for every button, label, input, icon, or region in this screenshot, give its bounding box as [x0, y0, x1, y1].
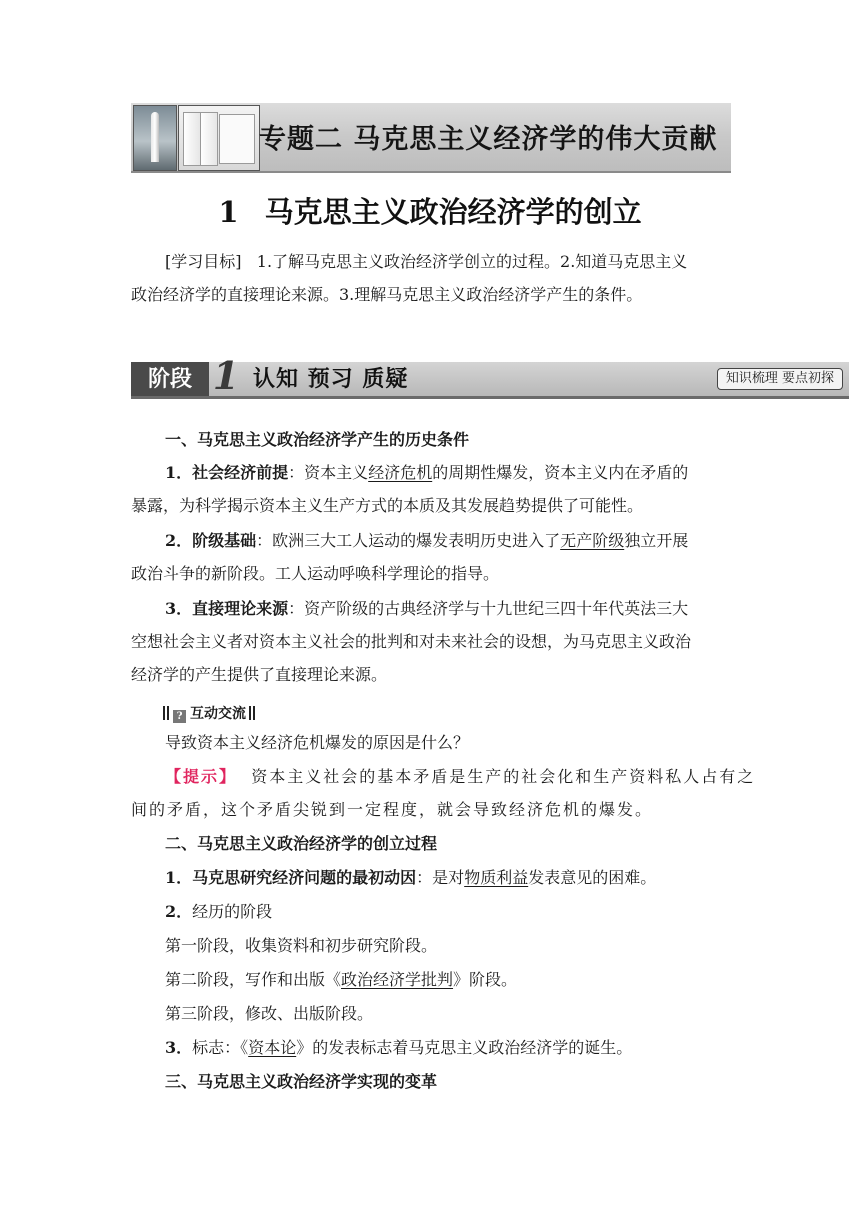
section2-heading: 二、马克思主义政治经济学的创立过程	[165, 834, 438, 853]
lesson-title-text: 马克思主义政治经济学的创立	[264, 195, 642, 229]
section3-heading: 三、马克思主义政治经济学实现的变革	[165, 1072, 438, 1091]
section1-item3-line2: 空想社会主义者对资本主义社会的批判和对未来社会的设想，为马克思主义政治	[131, 632, 692, 651]
lesson-title	[0, 190, 860, 231]
stage-title: 认知 预习 质疑	[253, 366, 409, 392]
section2-stage1: 第一阶段，收集资料和初步研究阶段。	[165, 936, 438, 955]
interaction-answer-line1: 【提示】 资本主义社会的基本矛盾是生产的社会化和生产资料私人占有之	[165, 767, 756, 786]
section2-item1: 1．马克思研究经济问题的最初动因：是对物质利益发表意见的困难。	[165, 868, 657, 887]
section2-stage2: 第二阶段，写作和出版《政治经济学批判》阶段。	[165, 970, 518, 989]
section1-item3-line1: 3．直接理论来源：资产阶级的古典经济学与十九世纪三四十年代英法三大	[165, 599, 689, 618]
stage-label: 阶段	[131, 362, 209, 396]
lesson-number: 1	[218, 195, 239, 229]
learning-goals-line1: [学习目标] 1.了解马克思主义政治经济学创立的过程。2.知道马克思主义	[165, 252, 688, 271]
section1-item2-line1: 2．阶级基础：欧洲三大工人运动的爆发表明历史进入了无产阶级独立开展	[165, 531, 689, 550]
section1-item1-line1: 1．社会经济前提：资本主义经济危机的周期性爆发，资本主义内在矛盾的	[165, 463, 689, 482]
learning-goals-line2: 政治经济学的直接理论来源。3.理解马克思主义政治经济学产生的条件。	[131, 285, 643, 304]
stage-header	[131, 353, 849, 399]
stage-tag: 知识梳理 要点初探	[717, 368, 843, 390]
blank-answer: 无产阶级	[560, 531, 625, 550]
section2-stage3: 第三阶段，修改、出版阶段。	[165, 1004, 374, 1023]
hint-label: 【提示】	[165, 767, 238, 786]
blank-answer: 政治经济学批判	[341, 970, 454, 989]
section2-item3: 3．标志：《资本论》的发表标志着马克思主义政治经济学的诞生。	[165, 1038, 633, 1057]
interaction-answer-line2: 间的矛盾，这个矛盾尖锐到一定程度，就会导致经济危机的爆发。	[131, 800, 654, 819]
question-icon: ?	[173, 710, 186, 723]
blank-answer: 经济危机	[368, 463, 433, 482]
stage-number: 1	[212, 353, 240, 398]
chapter-banner	[131, 103, 731, 173]
section1-item1-line2: 暴露，为科学揭示资本主义生产方式的本质及其发展趋势提供了可能性。	[131, 496, 644, 515]
section1-heading: 一、马克思主义政治经济学产生的历史条件	[165, 430, 470, 449]
section1-item3-line3: 经济学的产生提供了直接理论来源。	[131, 665, 388, 684]
interaction-tag: ? 互动交流	[162, 704, 256, 724]
blank-answer: 物质利益	[464, 868, 529, 887]
blank-answer: 资本论	[248, 1038, 297, 1057]
books-image	[178, 105, 260, 171]
rocket-image	[133, 105, 177, 171]
interaction-question: 导致资本主义经济危机爆发的原因是什么？	[165, 733, 470, 752]
section2-item2: 2．经历的阶段	[165, 902, 273, 921]
section1-item2-line2: 政治斗争的新阶段。工人运动呼唤科学理论的指导。	[131, 564, 500, 583]
chapter-title: 专题二 马克思主义经济学的伟大贡献	[259, 124, 718, 155]
learning-goals-label: [学习目标]	[165, 252, 242, 271]
